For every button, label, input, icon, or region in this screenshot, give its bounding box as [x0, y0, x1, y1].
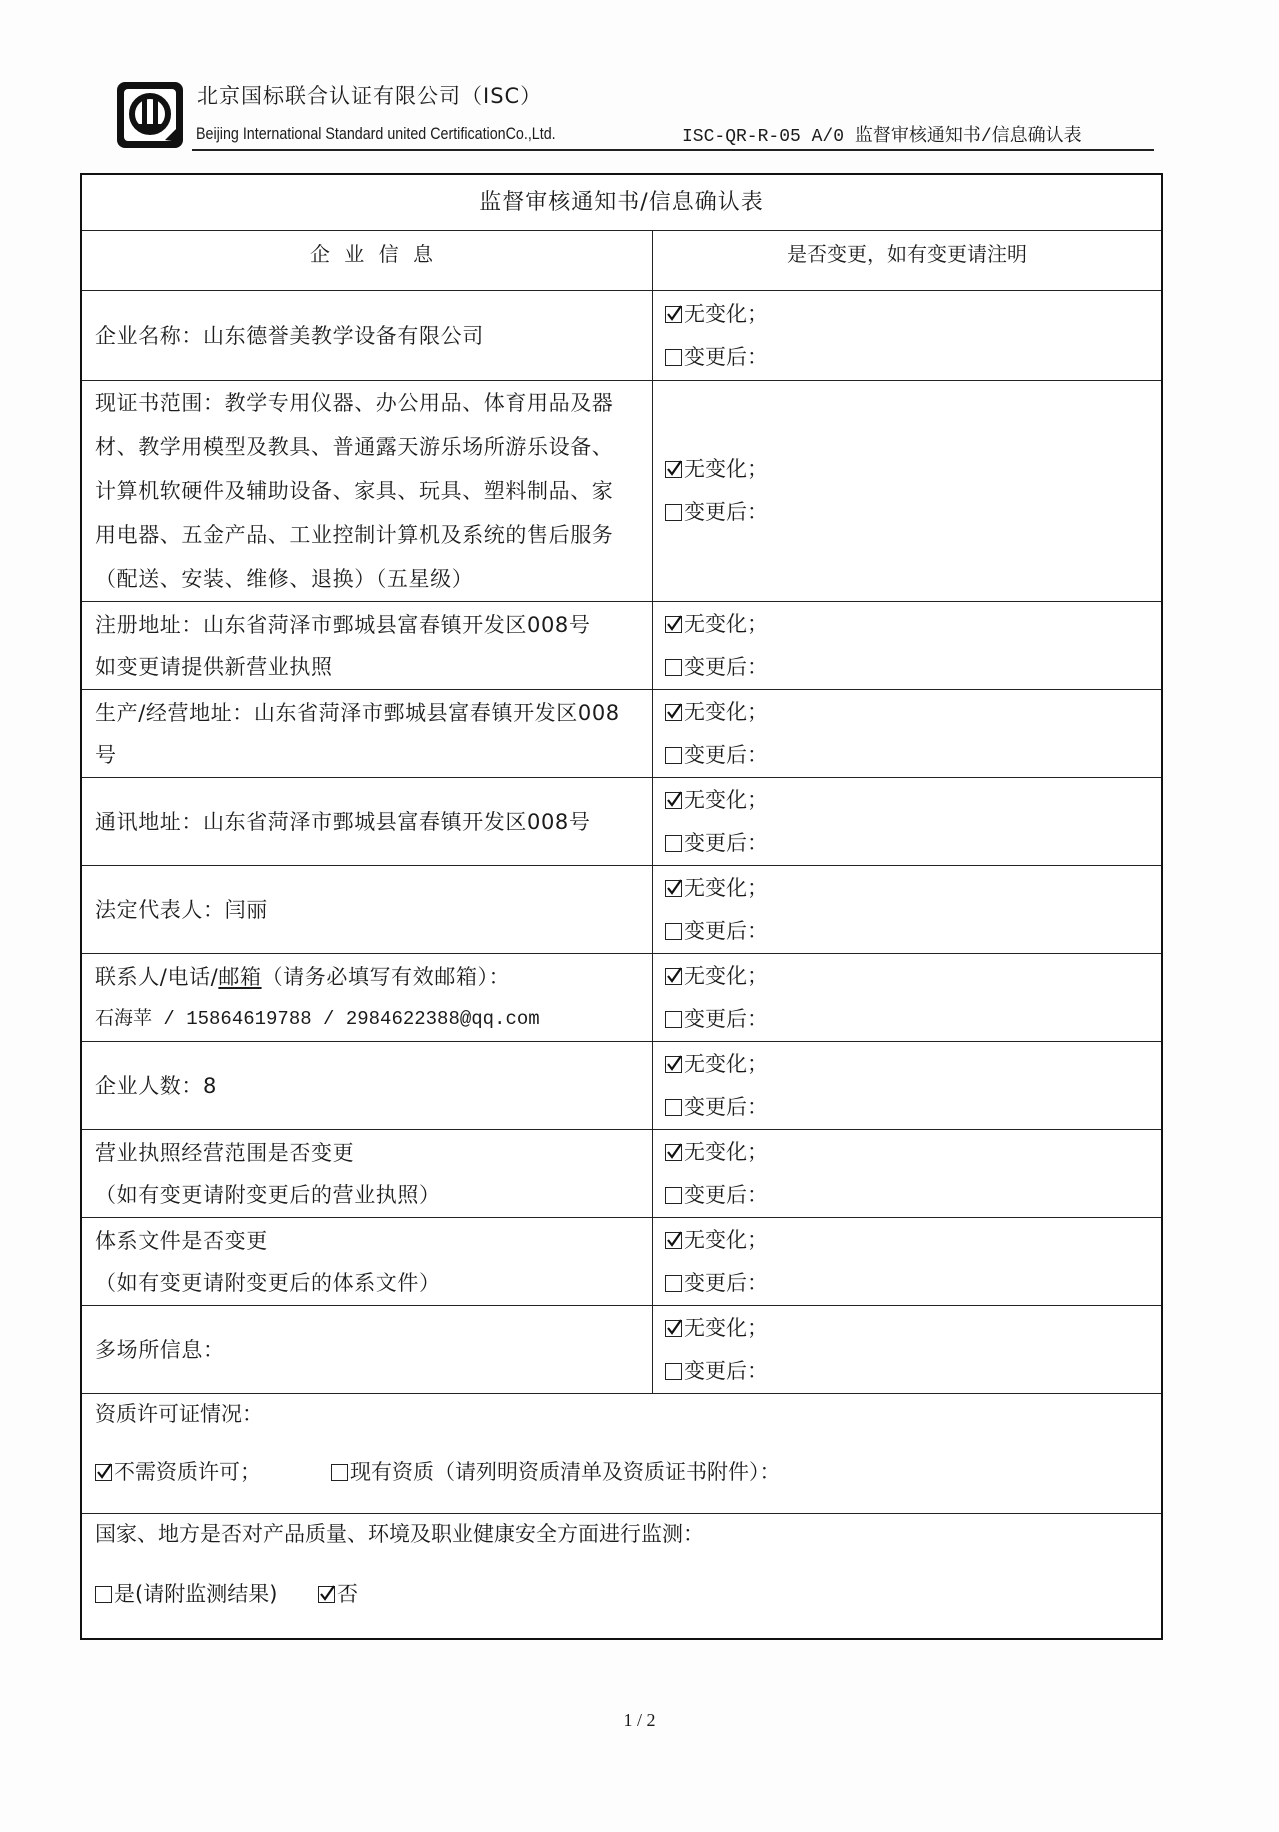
no-change-label: 无变化；	[684, 787, 768, 812]
monitoring-options	[95, 1574, 1161, 1614]
no-change-option	[665, 293, 1161, 336]
no-change-label: 无变化；	[684, 301, 768, 326]
isc-logo-icon	[115, 80, 185, 150]
row-qualification	[82, 1393, 1161, 1513]
row-info-cell	[82, 954, 653, 1041]
right-column-header-cell	[653, 231, 1161, 290]
no-qualification-label: 不需资质许可；	[114, 1460, 261, 1484]
changed-label: 变更后：	[684, 500, 768, 524]
row-info-cell	[82, 1042, 653, 1129]
changed-label: 变更后：	[684, 830, 768, 855]
changed-option	[665, 734, 1161, 777]
changed-label: 变更后：	[684, 918, 768, 943]
no-qualification-checkbox[interactable]	[95, 1464, 112, 1481]
row-info-cell	[82, 1306, 653, 1393]
row-mailing-address	[82, 777, 1161, 865]
changed-option	[665, 1350, 1161, 1393]
scope-line-1: 现证书范围：教学专用仪器、办公用品、体育用品及器	[95, 391, 614, 415]
existing-qualification-label: 现有资质（请列明资质清单及资质证书附件）：	[350, 1460, 781, 1484]
no-change-checkbox[interactable]	[665, 1056, 682, 1073]
row-change-cell	[653, 1130, 1161, 1217]
no-change-label: 无变化；	[684, 1315, 768, 1340]
row-change-cell	[653, 954, 1161, 1041]
changed-checkbox[interactable]	[665, 747, 682, 764]
no-change-option	[665, 867, 1161, 910]
row-change-cell	[653, 291, 1161, 380]
row-change-cell	[653, 778, 1161, 865]
no-change-checkbox[interactable]	[665, 880, 682, 897]
row-change-cell	[653, 381, 1161, 601]
row-registered-address	[82, 601, 1161, 689]
changed-label: 变更后：	[684, 742, 768, 767]
existing-qualification-checkbox[interactable]	[331, 1464, 348, 1481]
changed-option	[665, 910, 1161, 953]
monitoring-question: 国家、地方是否对产品质量、环境及职业健康安全方面进行监测：	[95, 1522, 704, 1546]
contact-prompt-suffix: （请务必填写有效邮箱）：	[261, 964, 511, 989]
no-change-checkbox[interactable]	[665, 1232, 682, 1249]
row-monitoring	[82, 1513, 1161, 1638]
monitoring-no-checkbox[interactable]	[318, 1586, 335, 1603]
monitoring-yes-label: 是(请附监测结果)	[114, 1582, 278, 1606]
row-change-cell	[653, 602, 1161, 689]
no-change-checkbox[interactable]	[665, 1320, 682, 1337]
changed-option	[665, 998, 1161, 1041]
changed-checkbox[interactable]	[665, 1099, 682, 1116]
header-divider	[192, 149, 1154, 151]
row-change-cell	[653, 866, 1161, 953]
form-header-row	[82, 230, 1161, 290]
row-change-cell	[653, 1306, 1161, 1393]
no-change-label: 无变化；	[684, 457, 768, 481]
no-change-option	[665, 779, 1161, 822]
changed-checkbox[interactable]	[665, 1187, 682, 1204]
row-business-license-scope	[82, 1129, 1161, 1217]
row-company-name	[82, 290, 1161, 380]
changed-checkbox[interactable]	[665, 1363, 682, 1380]
row-multi-site	[82, 1305, 1161, 1393]
monitoring-no-option	[318, 1574, 358, 1614]
no-change-checkbox[interactable]	[665, 968, 682, 985]
left-column-header-cell	[82, 231, 653, 290]
row-info-cell	[82, 866, 653, 953]
row-system-documents	[82, 1217, 1161, 1305]
changed-label: 变更后：	[684, 654, 768, 679]
multi-site-text: 多场所信息：	[95, 1337, 225, 1362]
row-info-cell	[82, 690, 653, 777]
row-info-cell	[82, 1218, 653, 1305]
scope-line-2: 材、教学用模型及教具、普通露天游乐场所游乐设备、	[95, 435, 614, 459]
changed-label: 变更后：	[684, 1182, 768, 1207]
qualification-cell	[82, 1394, 1161, 1513]
changed-option	[665, 1174, 1161, 1217]
no-change-label: 无变化；	[684, 1051, 768, 1076]
changed-option	[665, 1262, 1161, 1305]
qualification-options	[95, 1452, 1161, 1492]
row-certificate-scope	[82, 380, 1161, 601]
monitoring-no-label: 否	[337, 1582, 358, 1606]
employee-count-text: 企业人数：8	[95, 1073, 217, 1098]
row-change-cell	[653, 1218, 1161, 1305]
business-license-question: 营业执照经营范围是否变更	[95, 1140, 355, 1165]
row-business-address	[82, 689, 1161, 777]
scope-line-5: （配送、安装、维修、退换）（五星级）	[95, 567, 474, 591]
registered-address-note: 如变更请提供新营业执照	[95, 654, 333, 679]
row-legal-representative	[82, 865, 1161, 953]
changed-checkbox[interactable]	[665, 1275, 682, 1292]
no-qualification-option	[95, 1452, 331, 1492]
changed-checkbox[interactable]	[665, 349, 682, 366]
no-change-checkbox[interactable]	[665, 792, 682, 809]
left-column-header: 企 业 信 息	[309, 242, 438, 266]
legal-representative-text: 法定代表人：闫丽	[95, 897, 268, 922]
row-info-cell	[82, 381, 653, 601]
confirmation-form-table	[80, 173, 1163, 1640]
no-change-label: 无变化；	[684, 611, 768, 636]
changed-checkbox[interactable]	[665, 1011, 682, 1028]
no-change-checkbox[interactable]	[665, 461, 682, 478]
row-change-cell	[653, 1042, 1161, 1129]
changed-checkbox[interactable]	[665, 504, 682, 521]
business-license-note: （如有变更请附变更后的营业执照）	[95, 1182, 441, 1207]
row-info-cell	[82, 602, 653, 689]
no-change-option	[665, 603, 1161, 646]
changed-option	[665, 822, 1161, 865]
row-info-cell	[82, 1130, 653, 1217]
contact-details: 石海苹 / 15864619788 / 2984622388@qq.com	[95, 1007, 540, 1030]
monitoring-cell	[82, 1514, 1161, 1638]
mailing-address-text: 通讯地址：山东省菏泽市鄄城县富春镇开发区008号	[95, 809, 591, 834]
changed-checkbox[interactable]	[665, 923, 682, 940]
system-documents-note: （如有变更请附变更后的体系文件）	[95, 1270, 441, 1295]
changed-label: 变更后：	[684, 1270, 768, 1295]
no-change-label: 无变化；	[684, 963, 768, 988]
page-number: 1 / 2	[623, 1710, 656, 1730]
form-title-row	[82, 175, 1161, 230]
contact-prompt-email-underlined: 邮箱	[218, 964, 262, 989]
changed-label: 变更后：	[684, 1358, 768, 1383]
no-change-label: 无变化；	[684, 875, 768, 900]
contact-prompt-prefix: 联系人/电话/	[95, 964, 219, 989]
no-change-checkbox[interactable]	[665, 616, 682, 633]
row-info-cell	[82, 291, 653, 380]
form-title: 监督审核通知书/信息确认表	[479, 190, 764, 215]
scope-line-4: 用电器、五金产品、工业控制计算机及系统的售后服务	[95, 523, 614, 547]
right-column-header: 是否变更，如有变更请注明	[787, 242, 1027, 266]
row-contact	[82, 953, 1161, 1041]
no-change-option	[665, 1131, 1161, 1174]
no-change-option	[665, 1043, 1161, 1086]
no-change-checkbox[interactable]	[665, 306, 682, 323]
business-address-line-1: 生产/经营地址：山东省菏泽市鄄城县富春镇开发区008	[95, 700, 620, 725]
existing-qualification-option	[331, 1452, 781, 1492]
row-info-cell	[82, 778, 653, 865]
no-change-label: 无变化；	[684, 699, 768, 724]
changed-label: 变更后：	[684, 344, 768, 369]
no-change-option	[665, 955, 1161, 998]
no-change-option	[665, 1307, 1161, 1350]
company-name-text: 企业名称：山东德誉美教学设备有限公司	[95, 323, 484, 348]
monitoring-yes-checkbox[interactable]	[95, 1586, 112, 1603]
no-change-label: 无变化；	[684, 1227, 768, 1252]
changed-option	[665, 491, 1161, 534]
changed-option	[665, 646, 1161, 689]
changed-option	[665, 336, 1161, 379]
document-code: ISC-QR-R-05 A/0 监督审核通知书/信息确认表	[682, 127, 1082, 147]
row-employee-count	[82, 1041, 1161, 1129]
registered-address-text: 注册地址：山东省菏泽市鄄城县富春镇开发区008号	[95, 612, 591, 637]
qualification-label: 资质许可证情况：	[95, 1402, 263, 1426]
row-change-cell	[653, 690, 1161, 777]
company-name-en: Beijing International Standard united CertificationCo.,Ltd.	[196, 124, 556, 143]
monitoring-yes-option	[95, 1574, 318, 1614]
changed-checkbox[interactable]	[665, 835, 682, 852]
scope-line-3: 计算机软硬件及辅助设备、家具、玩具、塑料制品、家	[95, 479, 614, 503]
contact-prompt	[95, 956, 652, 998]
no-change-option	[665, 691, 1161, 734]
no-change-checkbox[interactable]	[665, 704, 682, 721]
changed-label: 变更后：	[684, 1094, 768, 1119]
business-address-line-2: 号	[95, 742, 117, 767]
changed-label: 变更后：	[684, 1006, 768, 1031]
changed-option	[665, 1086, 1161, 1129]
company-name-cn: 北京国标联合认证有限公司（ISC）	[197, 84, 543, 108]
changed-checkbox[interactable]	[665, 659, 682, 676]
no-change-checkbox[interactable]	[665, 1144, 682, 1161]
no-change-option	[665, 448, 1161, 491]
no-change-option	[665, 1219, 1161, 1262]
no-change-label: 无变化；	[684, 1139, 768, 1164]
system-documents-question: 体系文件是否变更	[95, 1228, 268, 1253]
